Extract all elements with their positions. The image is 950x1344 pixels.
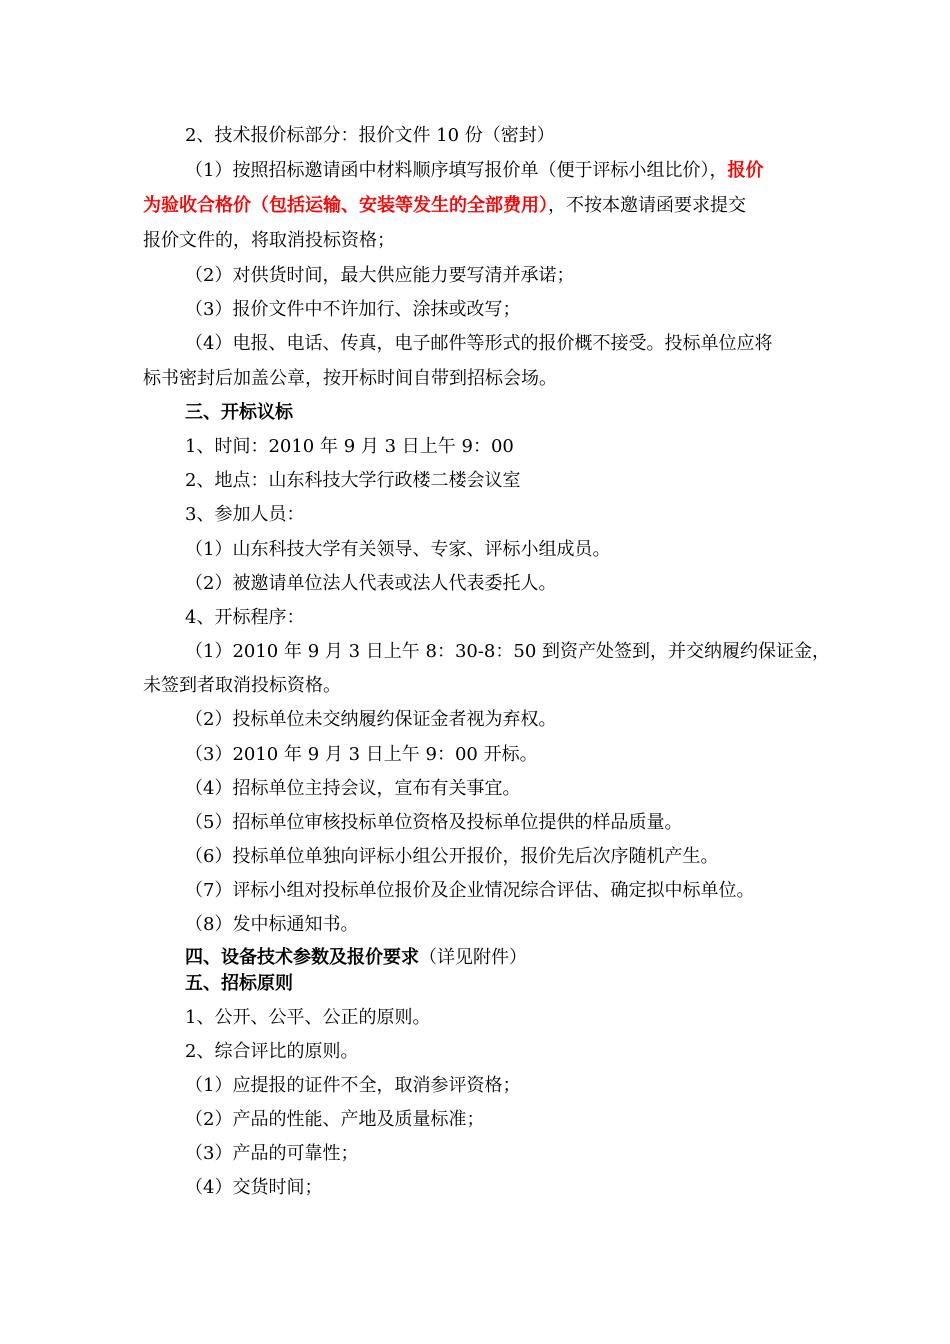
- paragraph-step-7: （7）评标小组对投标单位报价及企业情况综合评估、确定拟中标单位。: [185, 880, 755, 901]
- paragraph-attendee-1: （1）山东科技大学有关领导、专家、评标小组成员。: [185, 539, 611, 560]
- paragraph-bid-sheet-end: 报价文件的，将取消投标资格；: [143, 230, 395, 251]
- paragraph-criteria-2: （2）产品的性能、产地及质量标准；: [185, 1109, 485, 1130]
- paragraph-attendees: 3、参加人员：: [185, 504, 305, 525]
- paragraph-step-1-cont: 未签到者取消投标资格。: [143, 675, 341, 696]
- text-run: （1）按照招标邀请函中材料顺序填写报价单（便于评标小组比价），: [185, 160, 728, 181]
- heading-text: 四、设备技术参数及报价要求: [185, 947, 419, 968]
- paragraph-no-alteration: （3）报价文件中不许加行、涂抹或改写；: [185, 299, 521, 320]
- paragraph-principle-1: 1、公开、公平、公正的原则。: [185, 1007, 431, 1028]
- text-run: ，不按本邀请函要求提交: [548, 195, 746, 216]
- paragraph-procedure: 4、开标程序：: [185, 607, 305, 628]
- paragraph-step-6: （6）投标单位单独向评标小组公开报价，报价先后次序随机产生。: [185, 846, 719, 867]
- paragraph-criteria-1: （1）应提报的证件不全，取消参评资格；: [185, 1075, 521, 1096]
- paragraph-step-4: （4）招标单位主持会议，宣布有关事宜。: [185, 778, 521, 799]
- paragraph-tech-bid: 2、技术报价标部分：报价文件 10 份（密封）: [185, 125, 555, 146]
- highlight-text: 报价: [727, 160, 764, 181]
- paragraph-step-1: （1）2010 年 9 月 3 日上午 8：30-8：50 到资产处签到，并交纳履约保证金，: [185, 641, 831, 662]
- paragraph-step-2: （2）投标单位未交纳履约保证金者视为弃权。: [185, 709, 557, 730]
- paragraph-attendee-2: （2）被邀请单位法人代表或法人代表委托人。: [185, 573, 557, 594]
- paragraph-location: 2、地点：山东科技大学行政楼二楼会议室: [185, 470, 521, 491]
- paragraph-step-8: （8）发中标通知书。: [185, 914, 359, 935]
- heading-section-3: 三、开标议标: [185, 402, 293, 423]
- highlight-text: 为验收合格价（包括运输、安装等发生的全部费用）: [143, 195, 548, 216]
- paragraph-time: 1、时间：2010 年 9 月 3 日上午 9：00: [185, 436, 514, 457]
- text-run: （详见附件）: [419, 947, 527, 968]
- paragraph-principle-2: 2、综合评比的原则。: [185, 1041, 359, 1062]
- paragraph-bid-sheet-cont: [143, 194, 746, 218]
- paragraph-supply-time: （2）对供货时间，最大供应能力要写清并承诺；: [185, 265, 575, 286]
- paragraph-step-3: （3）2010 年 9 月 3 日上午 9：00 开标。: [185, 744, 538, 765]
- paragraph-criteria-4: （4）交货时间；: [185, 1177, 323, 1198]
- paragraph-seal: 标书密封后加盖公章，按开标时间自带到招标会场。: [143, 368, 557, 389]
- heading-section-5: 五、招标原则: [185, 973, 293, 994]
- paragraph-step-5: （5）招标单位审核投标单位资格及投标单位提供的样品质量。: [185, 812, 683, 833]
- paragraph-bid-sheet: [185, 159, 763, 183]
- paragraph-no-telegram: （4）电报、电话、传真，电子邮件等形式的报价概不接受。投标单位应将: [185, 333, 773, 354]
- paragraph-criteria-3: （3）产品的可靠性；: [185, 1143, 359, 1164]
- heading-section-4: [185, 946, 527, 970]
